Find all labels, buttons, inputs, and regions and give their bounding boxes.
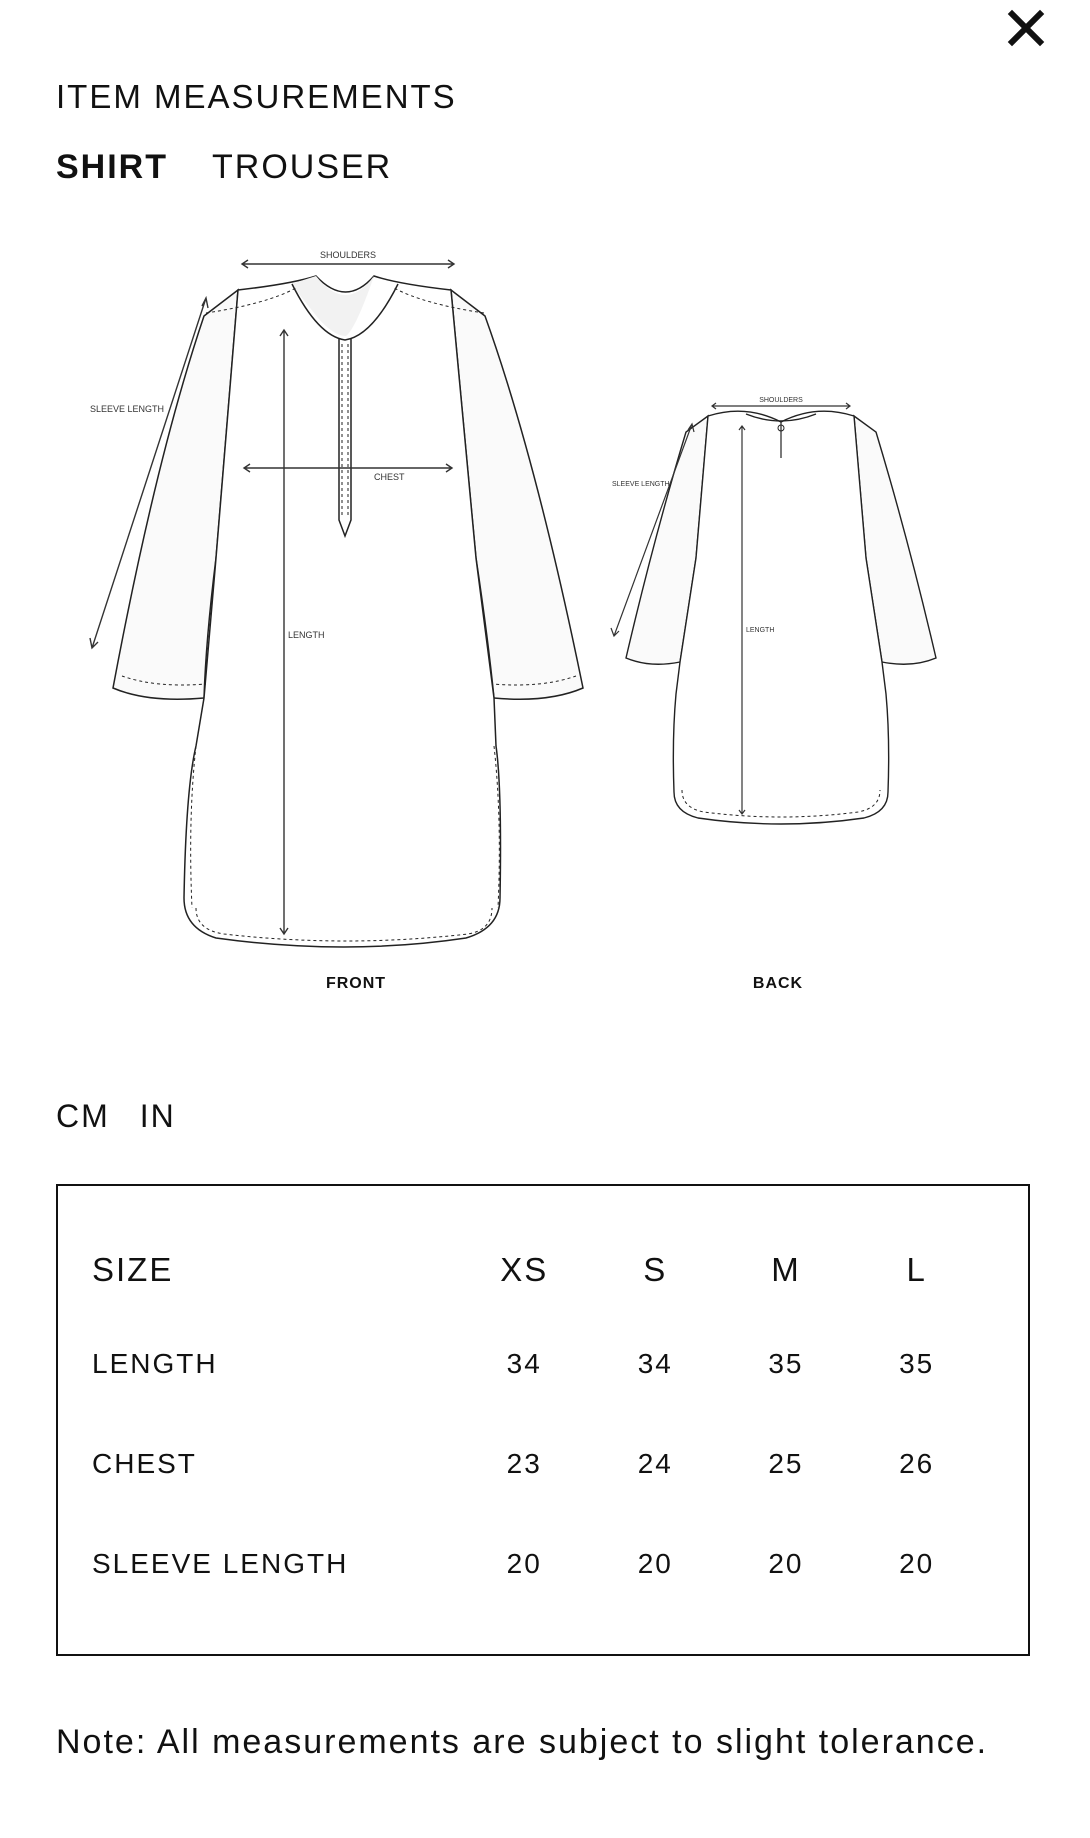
table-cell: 34 [637,1348,673,1379]
size-table-header-row [92,1226,982,1314]
front-sleeve-label: SLEEVE LENGTH [90,404,165,414]
front-shoulders-label: SHOULDERS [319,250,377,260]
page-title: ITEM MEASUREMENTS [56,78,457,115]
back-caption: BACK [752,975,804,992]
table-cell: 24 [637,1448,673,1479]
table-cell: 20 [899,1548,935,1579]
front-chest-label: CHEST [374,472,405,482]
table-cell: 20 [637,1548,673,1579]
measurement-diagram [56,218,996,1056]
table-cell: 35 [768,1348,804,1379]
back-shoulders-label: SHOULDERS [759,397,803,404]
unit-tab-in[interactable]: IN [139,1098,176,1134]
tab-shirt[interactable]: SHIRT [56,148,168,186]
row-label-length: LENGTH [92,1348,218,1379]
garment-tabs [56,148,392,187]
table-row [92,1314,982,1414]
back-length-label: LENGTH [746,627,775,634]
front-caption: FRONT [325,975,387,992]
tab-trouser[interactable]: TROUSER [212,148,393,186]
size-header-m: M [771,1251,801,1288]
close-button[interactable] [1002,4,1050,52]
table-row [92,1414,982,1514]
unit-tab-cm[interactable]: CM [56,1098,110,1134]
size-table [92,1226,982,1614]
back-sleeve-label: SLEEVE LENGTH [612,481,670,488]
table-row [92,1514,982,1614]
table-cell: 34 [506,1348,542,1379]
row-label-sleeve-length: SLEEVE LENGTH [92,1548,349,1579]
tolerance-note: Note: All measurements are subject to slight tolerance. [56,1723,989,1761]
size-header-xs: XS [500,1251,549,1288]
size-header-l: L [906,1251,927,1288]
table-cell: 35 [899,1348,935,1379]
table-cell: 26 [899,1448,935,1479]
front-length-label: LENGTH [288,630,325,640]
size-header-label: SIZE [92,1251,174,1288]
close-icon [1002,4,1050,52]
row-label-chest: CHEST [92,1448,197,1479]
table-cell: 20 [506,1548,542,1579]
table-cell: 23 [506,1448,542,1479]
size-header-s: S [643,1251,668,1288]
table-cell: 25 [768,1448,804,1479]
unit-tabs [56,1098,176,1135]
size-table-container [56,1184,1030,1656]
table-cell: 20 [768,1548,804,1579]
